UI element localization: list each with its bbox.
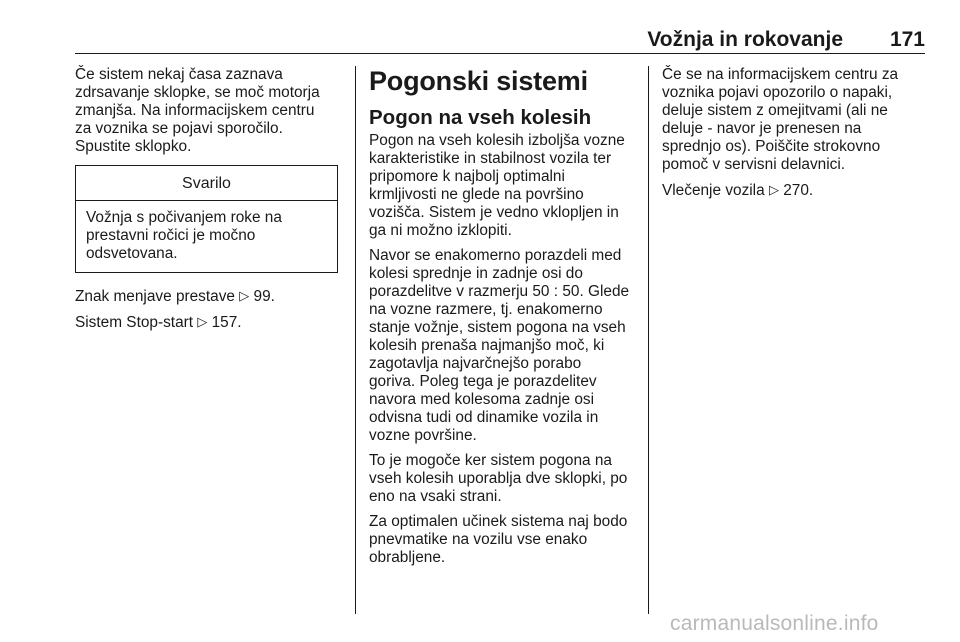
intro-paragraph: Če sistem nekaj časa zaznava zdrsavanje sklopke, se moč motorja zmanjša. Na informacijskem centru za voznika se pojavi sporočilo. Spustite sklopko. — [75, 66, 320, 155]
reference-label: Vlečenje vozila — [662, 182, 765, 199]
reference-page-link[interactable]: 99. — [253, 288, 275, 305]
column-divider — [355, 66, 356, 614]
section-heading: Pogonski sistemi — [369, 66, 588, 96]
paragraph: Pogon na vseh kolesih izboljša vozne karakteristike in stabilnost vozila ter pripomore k najbolj optimalni krmljivosti ne glede na površino vozišča. Sistem je vedno vklopljen in ga ni možno izklopiti. — [369, 132, 625, 239]
page-header — [75, 28, 925, 54]
page-number: 171 — [889, 28, 925, 51]
reference-arrow-icon: ▷ — [768, 182, 779, 197]
reference-arrow-icon: ▷ — [197, 314, 208, 329]
column-middle — [369, 66, 635, 574]
caution-title: Svarilo — [76, 166, 337, 201]
reference-label: Znak menjave prestave — [75, 288, 235, 305]
cross-reference-gear-shift — [75, 287, 343, 306]
section-title: Vožnja in rokovanje — [647, 28, 843, 51]
reference-label: Sistem Stop-start — [75, 314, 194, 331]
watermark: carmanualsonline.info — [670, 612, 879, 635]
reference-arrow-icon: ▷ — [239, 288, 250, 303]
column-divider — [648, 66, 649, 614]
paragraph: Če se na informacijskem centru za voznika pojavi opozorilo o napaki, deluje sistem z omejitvami (ali ne deluje - navor je prenesen na sprednjo os). Poiščite strokovno pomoč v servisni delavnici. — [662, 66, 899, 173]
cross-reference-stop-start — [75, 313, 343, 332]
reference-page-link[interactable]: 270. — [783, 182, 814, 199]
caution-box — [75, 165, 338, 273]
cross-reference-towing — [662, 181, 925, 200]
reference-page-link[interactable]: 157. — [211, 314, 242, 331]
paragraph: To je mogoče ker sistem pogona na vseh kolesih uporablja dve sklopki, po eno na vsaki strani. — [369, 452, 628, 505]
subsection-heading: Pogon na vseh kolesih — [369, 106, 592, 129]
caution-text: Vožnja s počivanjem roke na prestavni ročici je močno odsvetovana. — [86, 209, 282, 262]
paragraph: Za optimalen učinek sistema naj bodo pnevmatike na vozilu vse enako obrabljene. — [369, 513, 628, 566]
column-right — [662, 66, 925, 207]
column-left — [75, 66, 343, 339]
paragraph: Navor se enakomerno porazdeli med kolesi sprednje in zadnje osi do porazdelitve v razmerju 50 : 50. Glede na vozne razmere, tj. enakomerno stanje vožnje, sistem pogona na vseh kolesih prenaša najmanjšo moč, ki zagotavlja najvarčnejšo porabo goriva. Poleg tega je porazdelitev navora med kolesoma zadnje osi odvisna tudi od dinamike vozila in vozne površine. — [369, 247, 630, 444]
